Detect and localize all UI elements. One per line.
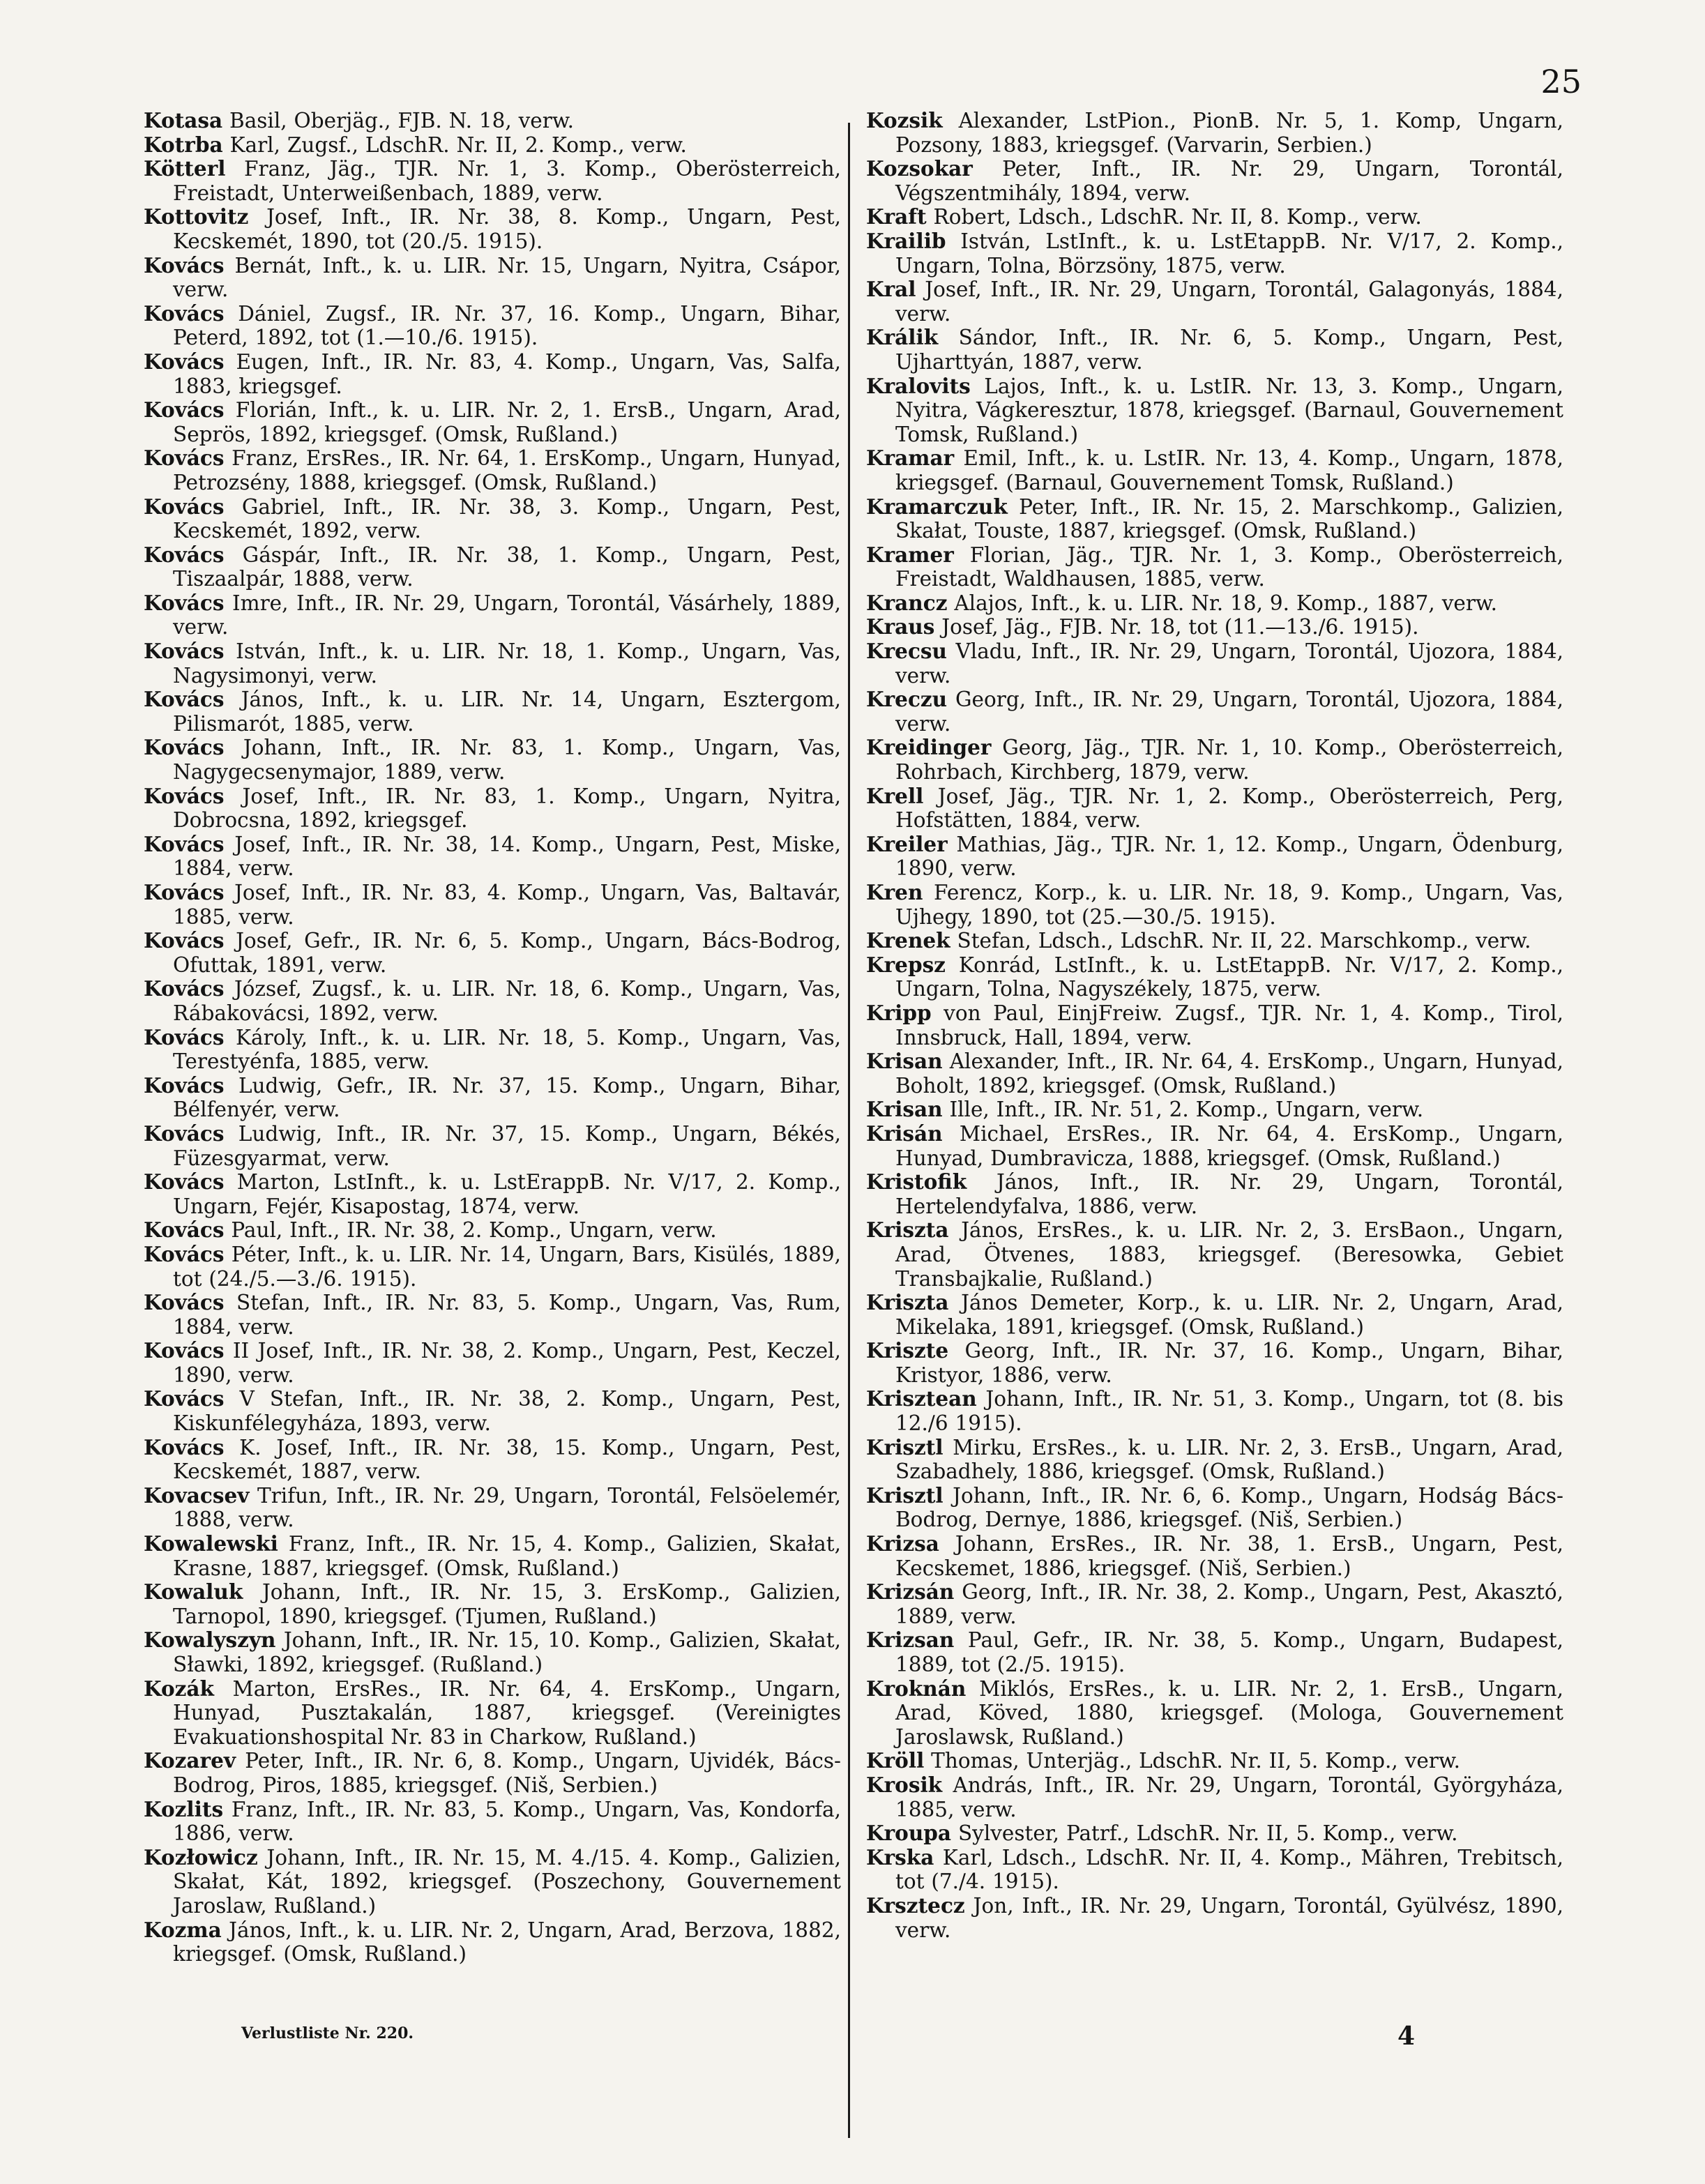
entry-details: Georg, Inft., IR. Nr. 38, 2. Komp., Ungarn, Pest, Akasztó, 1889, verw. [895,1580,1563,1628]
list-entry [866,1218,1563,1291]
entry-surname: Kovács [144,880,225,904]
entry-details: Sándor, Inft., IR. Nr. 6, 5. Komp., Ungarn, Pest, Ujharttyán, 1887, verw. [895,326,1563,374]
entry-surname: Kötterl [144,156,226,181]
list-entry [866,1580,1563,1628]
list-entry [144,1749,841,1797]
entry-details: Gáspár, Inft., IR. Nr. 38, 1. Komp., Ungarn, Pest, Tiszaalpár, 1888, verw. [173,543,841,591]
entry-surname: Kowaluk [144,1579,243,1605]
list-entry [866,1436,1563,1484]
entry-details: Franz, Inft., IR. Nr. 15, 4. Komp., Galizien, Skałat, Krasne, 1887, kriegsgef. (Omsk, Rußland.) [173,1532,841,1580]
entry-surname: Krisán [866,1121,943,1146]
list-entry [144,977,841,1025]
entry-surname: Krska [866,1844,934,1870]
entry-details: János Demeter, Korp., k. u. LIR. Nr. 2, Ungarn, Arad, Mikelaka, 1891, kriegsgef. (Omsk, Rußland.) [895,1291,1563,1339]
list-entry [866,1821,1563,1846]
entry-details: József, Zugsf., k. u. LIR. Nr. 18, 6. Komp., Ungarn, Vas, Rábakovácsi, 1892, verw. [173,977,841,1025]
list-entry [144,157,841,205]
entry-details: Trifun, Inft., IR. Nr. 29, Ungarn, Torontál, Felsöelemér, 1888, verw. [173,1483,841,1532]
list-entry [866,157,1563,205]
entry-surname: Kreidinger [866,735,992,760]
list-entry [144,639,841,688]
entry-details: Alexander, Inft., IR. Nr. 64, 4. ErsKomp., Ungarn, Hunyad, Boholt, 1892, kriegsgef. (Omsk, Rußland.) [895,1049,1563,1098]
entry-details: Karl, Ldsch., LdschR. Nr. II, 4. Komp., Mähren, Trebitsch, tot (7./4. 1915). [895,1845,1563,1894]
entry-surname: Krizsan [866,1628,955,1653]
list-entry [144,446,841,494]
entry-details: Georg, Inft., IR. Nr. 29, Ungarn, Torontál, Ujozora, 1884, verw. [895,688,1563,736]
entry-surname: Kovács [144,349,225,374]
list-entry [866,1894,1563,1942]
entry-details: Josef, Inft., IR. Nr. 38, 8. Komp., Ungarn, Pest, Kecskemét, 1890, tot (20./5. 1915). [173,205,841,253]
entry-details: II Josef, Inft., IR. Nr. 38, 2. Komp., Ungarn, Pest, Keczel, 1890, verw. [173,1339,841,1387]
entry-details: István, Inft., k. u. LIR. Nr. 18, 1. Komp., Ungarn, Vas, Nagysimonyi, verw. [173,639,841,688]
list-entry [144,1436,841,1484]
entry-surname: Kovács [144,446,225,471]
list-entry [144,1918,841,1966]
entry-details: Basil, Oberjäg., FJB. N. 18, verw. [222,109,574,132]
entry-details: Károly, Inft., k. u. LIR. Nr. 18, 5. Komp., Ungarn, Vas, Terestyénfa, 1885, verw. [173,1025,841,1074]
list-entry [866,1098,1563,1122]
entry-surname: Kreczu [866,687,948,712]
list-entry [866,1532,1563,1580]
list-entry [866,1387,1563,1435]
entry-surname: Krisan [866,1097,943,1122]
entry-details: Miklós, ErsRes., k. u. LIR. Nr. 2, 1. ErsB., Ungarn, Arad, Köved, 1880, kriegsgef. (Mologa, Gouvernement Jaroslawsk, Rußland.) [895,1676,1563,1749]
entry-details: Marton, ErsRes., IR. Nr. 64, 4. ErsKomp., Ungarn, Hunyad, Pusztakalán, 1887, kriegsgef. (Vereinigtes Evakuationshospital Nr. 83 in Charkow, Rußland.) [173,1676,841,1749]
list-entry [866,1291,1563,1339]
list-entry [144,1243,841,1291]
entry-details: Marton, LstInft., k. u. LstErappB. Nr. V/17, 2. Komp., Ungarn, Fejér, Kisapostag, 1874, verw. [173,1170,841,1218]
entry-surname: Kovács [144,976,225,1001]
list-entry [866,1628,1563,1676]
list-entry [144,591,841,639]
entry-surname: Kren [866,880,923,904]
entry-details: Johann, Inft., IR. Nr. 15, 10. Komp., Galizien, Skałat, Sławki, 1892, kriegsgef. (Rußland.) [173,1628,841,1676]
entry-details: Ferencz, Korp., k. u. LIR. Nr. 18, 9. Komp., Ungarn, Vas, Ujhegy, 1890, tot (25.—30./5. 1915). [895,881,1563,929]
entry-surname: Krell [866,783,924,808]
entry-details: Johann, Inft., IR. Nr. 6, 6. Komp., Ungarn, Hodság Bács-Bodrog, Dernye, 1886, kriegsgef. (Niš, Serbien.) [895,1483,1563,1532]
entry-details: Paul, Gefr., IR. Nr. 38, 5. Komp., Ungarn, Budapest, 1889, tot (2./5. 1915). [895,1628,1563,1676]
entry-details: Georg, Inft., IR. Nr. 37, 16. Komp., Ungarn, Bihar, Kristyor, 1886, verw. [895,1339,1563,1387]
entry-details: Josef, Gefr., IR. Nr. 6, 5. Komp., Ungarn, Bács-Bodrog, Ofuttak, 1891, verw. [173,929,841,977]
entry-surname: Kovács [144,783,225,808]
list-entry [866,1749,1563,1773]
entry-details: Thomas, Unterjäg., LdschR. Nr. II, 5. Komp., verw. [924,1749,1461,1773]
entry-surname: Kraus [866,614,935,639]
entry-details: Dániel, Zugsf., IR. Nr. 37, 16. Komp., Ungarn, Bihar, Peterd, 1892, tot (1.—10./6. 1915). [173,301,841,350]
list-entry [144,398,841,446]
list-entry [144,1339,841,1387]
list-entry [866,229,1563,278]
entry-surname: Krepsz [866,952,946,977]
list-entry [144,350,841,398]
entry-surname: Kriszta [866,1218,949,1243]
entry-surname: Kovács [144,542,225,567]
list-entry [144,1122,841,1170]
entry-surname: Kovács [144,831,225,856]
list-entry [144,109,841,133]
entry-details: Ille, Inft., IR. Nr. 51, 2. Komp., Ungarn, verw. [942,1098,1424,1122]
entry-details: Stefan, Ldsch., LdschR. Nr. II, 22. Marschkomp., verw. [950,929,1531,953]
entry-details: Bernát, Inft., k. u. LIR. Nr. 15, Ungarn, Nyitra, Csápor, verw. [173,253,841,302]
entry-details: Sylvester, Patrf., LdschR. Nr. II, 5. Komp., verw. [951,1821,1458,1846]
entry-details: Johann, Inft., IR. Nr. 51, 3. Komp., Ungarn, tot (8. bis 12./6 1915). [895,1387,1563,1436]
list-entry [866,688,1563,736]
entry-details: Josef, Inft., IR. Nr. 83, 1. Komp., Ungarn, Nyitra, Dobrocsna, 1892, kriegsgef. [173,784,841,833]
list-entry [866,953,1563,1001]
list-entry [144,205,841,253]
list-entry [866,1049,1563,1098]
entry-surname: Kralovits [866,373,971,398]
entry-surname: Krisztl [866,1482,944,1508]
list-entry [144,495,841,543]
entry-surname: Kovács [144,735,225,760]
entry-surname: Kovacsev [144,1482,250,1508]
entry-details: Peter, Inft., IR. Nr. 15, 2. Marschkomp., Galizien, Skałat, Touste, 1887, kriegsgef. (Omsk, Rußland.) [895,494,1563,543]
entry-details: János, ErsRes., k. u. LIR. Nr. 2, 3. ErsBaon., Ungarn, Arad, Ötvenes, 1883, kriegsgef. (Beresowka, Gebiet Transbajkalie, Rußland.) [895,1218,1563,1291]
list-entry [144,1218,841,1243]
entry-details: János, Inft., IR. Nr. 29, Ungarn, Torontál, Hertelendyfalva, 1886, verw. [895,1170,1563,1218]
entry-surname: Krailib [866,228,946,253]
footer-list-number: Verlustliste Nr. 220. [241,2024,414,2042]
entry-surname: Kovács [144,252,225,278]
entry-surname: Kovács [144,590,225,615]
entry-surname: Kriszte [866,1338,949,1363]
entry-details: Lajos, Inft., k. u. LstIR. Nr. 13, 3. Komp., Ungarn, Nyitra, Vágkeresztur, 1878, kriegsgef. (Barnaul, Gouvernement Tomsk, Rußland.) [895,374,1563,446]
entry-details: Josef, Inft., IR. Nr. 83, 4. Komp., Ungarn, Vas, Baltavár, 1885, verw. [173,881,841,929]
entry-details: Eugen, Inft., IR. Nr. 83, 4. Komp., Ungarn, Vas, Salfa, 1883, kriegsgef. [173,349,841,398]
entry-surname: Kroknán [866,1676,967,1701]
list-entry [866,881,1563,929]
entry-details: Josef, Jäg., TJR. Nr. 1, 2. Komp., Oberösterreich, Perg, Hofstätten, 1884, verw. [895,784,1563,833]
entry-surname: Krecsu [866,639,947,664]
entry-details: Konrád, LstInft., k. u. LstEtappB. Nr. V/17, 2. Komp., Ungarn, Tolna, Nagyszékely, 1875, verw. [895,953,1563,1001]
entry-surname: Kozsokar [866,156,973,181]
entry-surname: Krisztl [866,1434,944,1459]
entry-surname: Kozsik [866,108,943,132]
entry-surname: Kovács [144,301,225,326]
right-column [866,109,1563,1942]
footer-signature: 4 [1397,2022,1416,2051]
entry-details: K. Josef, Inft., IR. Nr. 38, 15. Komp., Ungarn, Pest, Kecskemét, 1887, verw. [173,1435,841,1484]
list-entry [866,205,1563,229]
entry-surname: Kristofik [866,1169,967,1195]
list-entry [144,302,841,350]
entry-details: Johann, Inft., IR. Nr. 15, M. 4./15. 4. Komp., Galizien, Skałat, Kát, 1892, kriegsgef. (Poszechony, Gouvernement Jaroslaw, Rußland.) [173,1845,841,1918]
list-entry [866,1170,1563,1218]
entry-details: von Paul, EinjFreiw. Zugsf., TJR. Nr. 1, 4. Komp., Tirol, Innsbruck, Hall, 1894, verw. [895,1001,1563,1049]
entry-details: Michael, ErsRes., IR. Nr. 64, 4. ErsKomp., Ungarn, Hunyad, Dumbravicza, 1888, kriegsgef. (Omsk, Rußland.) [895,1121,1563,1170]
entry-surname: Kozma [144,1917,222,1942]
entry-surname: Kovács [144,928,225,953]
entry-details: Johann, Inft., IR. Nr. 83, 1. Komp., Ungarn, Vas, Nagygecsenymajor, 1889, verw. [173,736,841,784]
entry-surname: Kovács [144,687,225,712]
list-entry [144,929,841,977]
list-entry [866,1339,1563,1387]
list-entry [866,446,1563,494]
entry-surname: Kovács [144,1386,225,1411]
entry-surname: Kramar [866,446,955,471]
entry-details: Florian, Jäg., TJR. Nr. 1, 3. Komp., Oberösterreich, Freistadt, Waldhausen, 1885, verw. [895,543,1563,591]
entry-surname: Kovács [144,1338,225,1363]
entry-surname: Kovács [144,1121,225,1146]
entry-surname: Krsztecz [866,1893,965,1918]
entry-details: Alajos, Inft., k. u. LIR. Nr. 18, 9. Komp., 1887, verw. [947,591,1498,615]
entry-details: Georg, Jäg., TJR. Nr. 1, 10. Komp., Oberösterreich, Rohrbach, Kirchberg, 1879, verw. [895,736,1563,784]
list-entry [866,326,1563,374]
entry-surname: Kovács [144,397,225,423]
entry-details: Emil, Inft., k. u. LstIR. Nr. 13, 4. Komp., Ungarn, 1878, kriegsgef. (Barnaul, Gouvernement Tomsk, Rußland.) [895,446,1563,494]
list-entry [144,1677,841,1750]
left-column [144,109,841,1966]
entry-details: Péter, Inft., k. u. LIR. Nr. 14, Ungarn, Bars, Kisülés, 1889, tot (24./5.—3./6. 1915). [173,1242,841,1291]
entry-details: Jon, Inft., IR. Nr. 29, Ungarn, Torontál, Gyülvész, 1890, verw. [895,1893,1563,1942]
list-entry [144,1484,841,1532]
entry-details: János, Inft., k. u. LIR. Nr. 2, Ungarn, Arad, Berzova, 1882, kriegsgef. (Omsk, Rußland.) [173,1918,841,1966]
entry-details: Mathias, Jäg., TJR. Nr. 1, 12. Komp., Ungarn, Ödenburg, 1890, verw. [895,832,1563,881]
entry-surname: Králik [866,325,939,350]
list-entry [866,929,1563,953]
entry-surname: Krisan [866,1049,943,1074]
list-entry [866,543,1563,591]
entry-details: Johann, ErsRes., IR. Nr. 38, 1. ErsB., Ungarn, Pest, Kecskemet, 1886, kriegsgef. (Niš, Serbien.) [895,1532,1563,1580]
entry-surname: Kovács [144,1072,225,1098]
list-entry [144,543,841,591]
entry-surname: Kowalewski [144,1531,278,1556]
list-entry [144,1580,841,1628]
entry-surname: Kovács [144,1434,225,1459]
list-entry [866,615,1563,639]
entry-surname: Kozłowicz [144,1844,258,1870]
entry-details: Robert, Ldsch., LdschR. Nr. II, 8. Komp., verw. [926,205,1422,229]
list-entry [144,881,841,929]
entry-details: Karl, Zugsf., LdschR. Nr. II, 2. Komp., verw. [222,132,687,157]
entry-surname: Kozlits [144,1796,224,1821]
list-entry [144,833,841,881]
entry-surname: Kozák [144,1676,214,1701]
list-entry [144,1170,841,1218]
list-entry [866,1846,1563,1894]
entry-surname: Kovács [144,639,225,664]
entry-surname: Kovács [144,1241,225,1266]
list-entry [144,1846,841,1918]
entry-surname: Kovács [144,1024,225,1049]
entry-details: János, Inft., k. u. LIR. Nr. 14, Ungarn, Esztergom, Pilismarót, 1885, verw. [173,688,841,736]
entry-surname: Kripp [866,1000,932,1025]
entry-details: András, Inft., IR. Nr. 29, Ungarn, Torontál, Györgyháza, 1885, verw. [895,1773,1563,1821]
entry-details: Florián, Inft., k. u. LIR. Nr. 2, 1. ErsB., Ungarn, Arad, Seprös, 1892, kriegsgef. (Omsk, Rußland.) [173,398,841,446]
entry-surname: Kröll [866,1748,925,1773]
entry-surname: Kovács [144,494,225,519]
entry-surname: Kramer [866,542,954,567]
list-entry [144,784,841,833]
entry-details: Paul, Inft., IR. Nr. 38, 2. Komp., Ungarn, verw. [224,1218,717,1243]
entry-details: Peter, Inft., IR. Nr. 29, Ungarn, Torontál, Végszentmihály, 1894, verw. [895,157,1563,205]
entry-details: Franz, Jäg., TJR. Nr. 1, 3. Komp., Oberösterreich, Freistadt, Unterweißenbach, 1889, verw. [173,157,841,205]
entry-details: Franz, Inft., IR. Nr. 83, 5. Komp., Ungarn, Vas, Kondorfa, 1886, verw. [173,1797,841,1846]
entry-surname: Krisztean [866,1386,977,1411]
entry-details: Gabriel, Inft., IR. Nr. 38, 3. Komp., Ungarn, Pest, Kecskemét, 1892, verw. [173,494,841,543]
list-entry [866,639,1563,688]
list-entry [866,784,1563,833]
column-divider [848,123,850,2138]
entry-details: V Stefan, Inft., IR. Nr. 38, 2. Komp., Ungarn, Pest, Kiskunfélegyháza, 1893, verw. [173,1387,841,1436]
list-entry [866,591,1563,616]
entry-surname: Kraft [866,204,927,229]
list-entry [866,109,1563,157]
list-entry [144,736,841,784]
entry-surname: Krizsa [866,1531,939,1556]
entry-surname: Kriszta [866,1290,949,1315]
list-entry [144,1798,841,1846]
list-entry [144,1074,841,1122]
list-entry [144,254,841,302]
entry-surname: Kozarev [144,1748,236,1773]
list-entry [144,1628,841,1676]
entry-details: Josef, Jäg., FJB. Nr. 18, tot (11.—13./6. 1915). [934,615,1419,639]
list-entry [866,736,1563,784]
entry-surname: Krancz [866,590,948,615]
entry-surname: Kovács [144,1290,225,1315]
entry-surname: Kramarczuk [866,494,1008,519]
list-entry [144,133,841,158]
list-entry [144,1291,841,1339]
list-entry [866,278,1563,326]
entry-details: István, LstInft., k. u. LstEtappB. Nr. V/17, 2. Komp., Ungarn, Tolna, Börzsöny, 1875, verw. [895,229,1563,278]
list-entry [866,495,1563,543]
list-entry [144,1026,841,1074]
list-entry [144,688,841,736]
list-entry [866,833,1563,881]
entry-details: Johann, Inft., IR. Nr. 15, 3. ErsKomp., Galizien, Tarnopol, 1890, kriegsgef. (Tjumen, Rußland.) [173,1580,841,1628]
entry-surname: Krosik [866,1772,943,1797]
list-entry [866,1773,1563,1821]
entry-surname: Kotrba [144,132,223,157]
list-entry [144,1387,841,1435]
entry-surname: Kovács [144,1169,225,1195]
entry-details: Franz, ErsRes., IR. Nr. 64, 1. ErsKomp., Ungarn, Hunyad, Petrozsény, 1888, kriegsgef. (Omsk, Rußland.) [173,446,841,494]
entry-surname: Krizsán [866,1579,955,1605]
entry-details: Ludwig, Inft., IR. Nr. 37, 15. Komp., Ungarn, Békés, Füzesgyarmat, verw. [173,1121,841,1170]
entry-surname: Kovács [144,1218,225,1243]
entry-details: Mirku, ErsRes., k. u. LIR. Nr. 2, 3. ErsB., Ungarn, Arad, Szabadhely, 1886, kriegsgef. (Omsk, Rußland.) [895,1435,1563,1484]
entry-surname: Kotasa [144,108,223,132]
list-entry [144,1532,841,1580]
entry-surname: Kottovitz [144,204,249,229]
list-entry [866,374,1563,447]
page-number: 25 [1540,63,1582,100]
list-entry [866,1001,1563,1049]
entry-surname: Kroupa [866,1821,952,1846]
entry-surname: Kowalyszyn [144,1628,276,1653]
entry-surname: Kreiler [866,831,948,856]
entry-details: Imre, Inft., IR. Nr. 29, Ungarn, Torontál, Vásárhely, 1889, verw. [173,591,841,639]
entry-details: Alexander, LstPion., PionB. Nr. 5, 1. Komp, Ungarn, Pozsony, 1883, kriegsgef. (Varvarin, Serbien.) [895,109,1563,157]
list-entry [866,1677,1563,1750]
entry-details: Stefan, Inft., IR. Nr. 83, 5. Komp., Ungarn, Vas, Rum, 1884, verw. [173,1291,841,1339]
list-entry [866,1122,1563,1170]
entry-surname: Krenek [866,928,950,953]
entry-details: Ludwig, Gefr., IR. Nr. 37, 15. Komp., Ungarn, Bihar, Bélfenyér, verw. [173,1073,841,1122]
entry-details: Peter, Inft., IR. Nr. 6, 8. Komp., Ungarn, Ujvidék, Bács-Bodrog, Piros, 1885, kriegsgef. (Niš, Serbien.) [173,1749,841,1797]
list-entry [866,1484,1563,1532]
entry-details: Josef, Inft., IR. Nr. 29, Ungarn, Torontál, Galagonyás, 1884, verw. [895,278,1563,326]
entry-surname: Kral [866,277,916,302]
entry-details: Vladu, Inft., IR. Nr. 29, Ungarn, Torontál, Ujozora, 1884, verw. [895,639,1563,688]
entry-details: Josef, Inft., IR. Nr. 38, 14. Komp., Ungarn, Pest, Miske, 1884, verw. [173,832,841,881]
